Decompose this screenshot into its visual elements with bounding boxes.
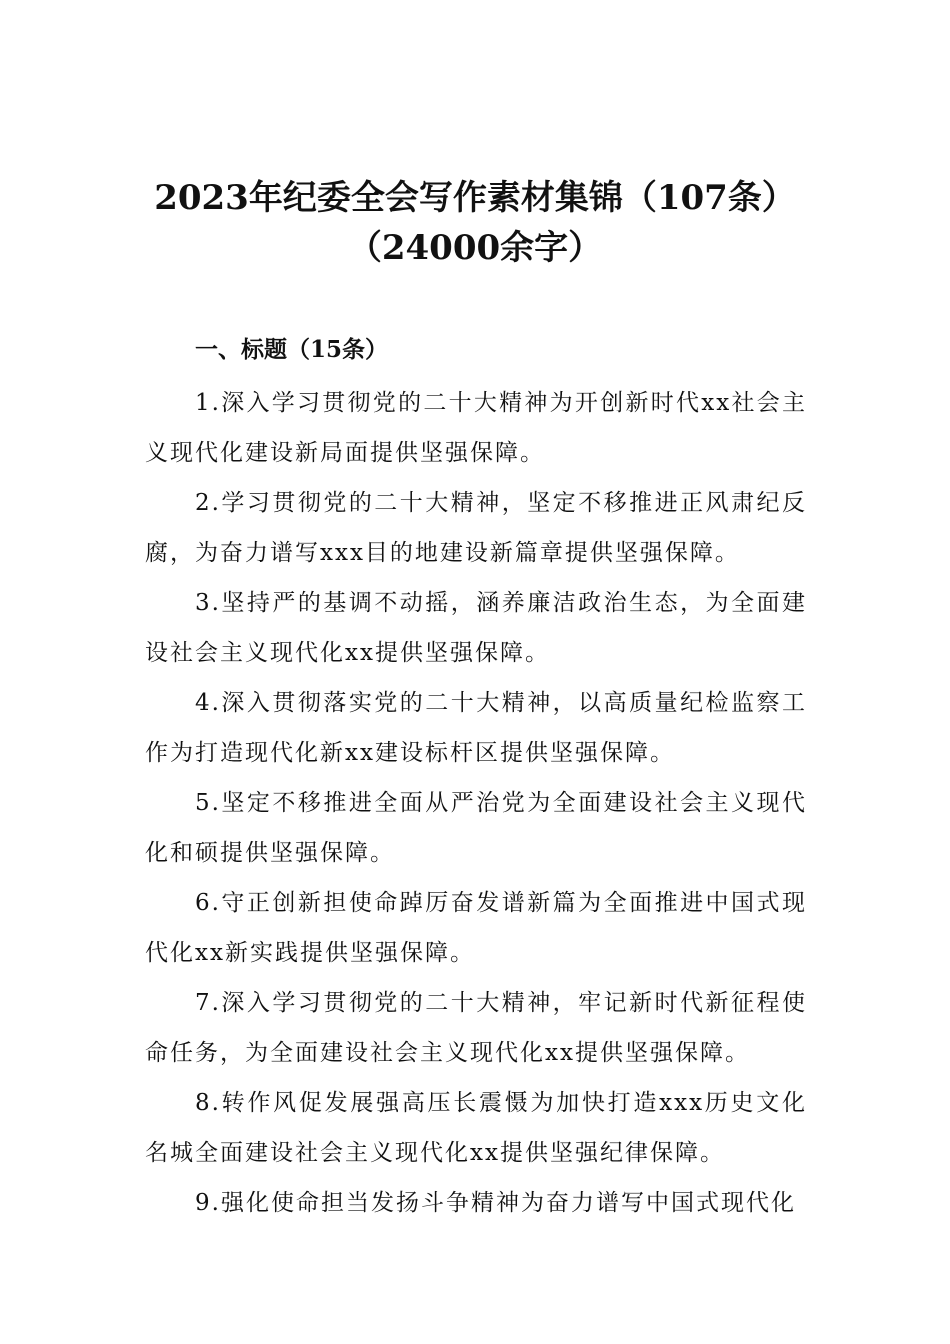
list-item: 8.转作风促发展强高压长震慑为加快打造xxx历史文化名城全面建设社会主义现代化xx提供坚强纪律保障。 — [145, 1090, 807, 1166]
list-item: 2.学习贯彻党的二十大精神，坚定不移推进正风肃纪反腐，为奋力谱写xxx目的地建设新篇章提供坚强保障。 — [145, 490, 807, 566]
list-item: 1.深入学习贯彻党的二十大精神为开创新时代xx社会主义现代化建设新局面提供坚强保障。 — [145, 390, 807, 466]
document-title-line1: 2023年纪委全会写作素材集锦（107条） — [154, 178, 796, 218]
list-item: 7.深入学习贯彻党的二十大精神，牢记新时代新征程使命任务，为全面建设社会主义现代化xx提供坚强保障。 — [145, 990, 807, 1066]
section-heading: 一、标题（15条） — [195, 336, 389, 363]
document-title-line2: （24000余字） — [347, 228, 603, 268]
list-item: 9.强化使命担当发扬斗争精神为奋力谱写中国式现代化 — [195, 1190, 796, 1216]
list-item: 3.坚持严的基调不动摇，涵养廉洁政治生态，为全面建设社会主义现代化xx提供坚强保障。 — [145, 590, 807, 666]
document-body — [145, 378, 807, 1228]
list-item: 4.深入贯彻落实党的二十大精神，以高质量纪检监察工作为打造现代化新xx建设标杆区提供坚强保障。 — [145, 690, 807, 766]
list-item: 5.坚定不移推进全面从严治党为全面建设社会主义现代化和硕提供坚强保障。 — [145, 790, 807, 866]
list-item: 6.守正创新担使命踔厉奋发谱新篇为全面推进中国式现代化xx新实践提供坚强保障。 — [145, 890, 807, 966]
